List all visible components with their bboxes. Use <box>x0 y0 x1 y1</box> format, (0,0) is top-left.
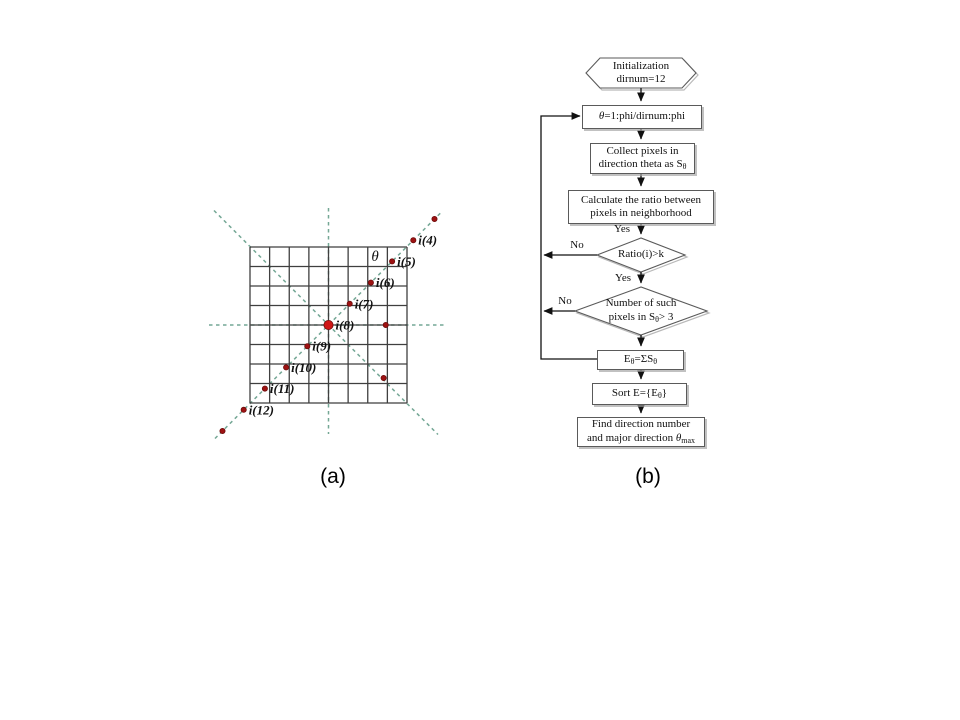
flow-node-collect-pixels: Collect pixels in direction theta as $S_\theta$ <box>590 143 695 174</box>
figure-a-direction-grid <box>195 195 460 450</box>
edge-label-yes-2: Yes <box>614 272 631 284</box>
direction-point-dot <box>411 238 416 243</box>
flow-node-count-decision: Number of such pixels in $S_\theta> 3$ <box>605 297 677 324</box>
direction-point-dot <box>262 386 267 391</box>
direction-point-dot <box>305 344 310 349</box>
direction-point-label: i(12) <box>248 402 274 418</box>
direction-grid-canvas <box>195 195 460 450</box>
direction-point-dot <box>324 320 333 329</box>
flow-node-energy-sum: $E_\theta=\Sigma S_\theta$ <box>597 350 684 370</box>
direction-point-label: i(7) <box>354 296 374 312</box>
flow-node-theta-loop: θ=1:phi/dirnum:phi <box>582 105 702 129</box>
direction-point-label: i(5) <box>397 253 416 269</box>
direction-point-label: i(9) <box>312 338 332 354</box>
unlabeled-pixel-dot <box>381 375 386 380</box>
direction-point-label: i(4) <box>418 232 438 248</box>
edge-label-no-1: No <box>570 239 584 251</box>
caption-figure-b: (b) <box>635 465 661 488</box>
theta-angle-label: θ <box>371 249 379 265</box>
flow-node-ratio-decision: Ratio(i)>k <box>618 248 664 261</box>
direction-point-dot <box>284 365 289 370</box>
edge-label-yes-1: Yes <box>613 223 630 235</box>
unlabeled-pixel-dot <box>383 322 388 327</box>
unlabeled-pixel-dot <box>432 216 437 221</box>
direction-point-label: i(6) <box>375 275 395 291</box>
direction-point-label: i(8) <box>335 317 355 333</box>
direction-point-dot <box>347 301 352 306</box>
flow-node-sort-energy: Sort $E=\{E_\theta\}$ <box>592 383 687 405</box>
direction-point-label: i(10) <box>291 359 317 375</box>
direction-point-dot <box>241 407 246 412</box>
direction-point-dot <box>368 280 373 285</box>
edge-label-no-2: No <box>558 295 572 307</box>
flow-node-find-direction: Find direction number and major direction $\theta_{max}$ <box>577 417 705 447</box>
direction-point-dot <box>390 259 395 264</box>
flow-node-calculate-ratio: Calculate the ratio between pixels in neighborhood <box>568 190 714 224</box>
caption-figure-a: (a) <box>320 465 346 488</box>
direction-point-label: i(11) <box>269 381 295 397</box>
figure-b-flowchart <box>520 40 732 460</box>
flow-node-initialization: Initialization dirnum=12 <box>612 59 670 85</box>
unlabeled-pixel-dot <box>220 428 225 433</box>
